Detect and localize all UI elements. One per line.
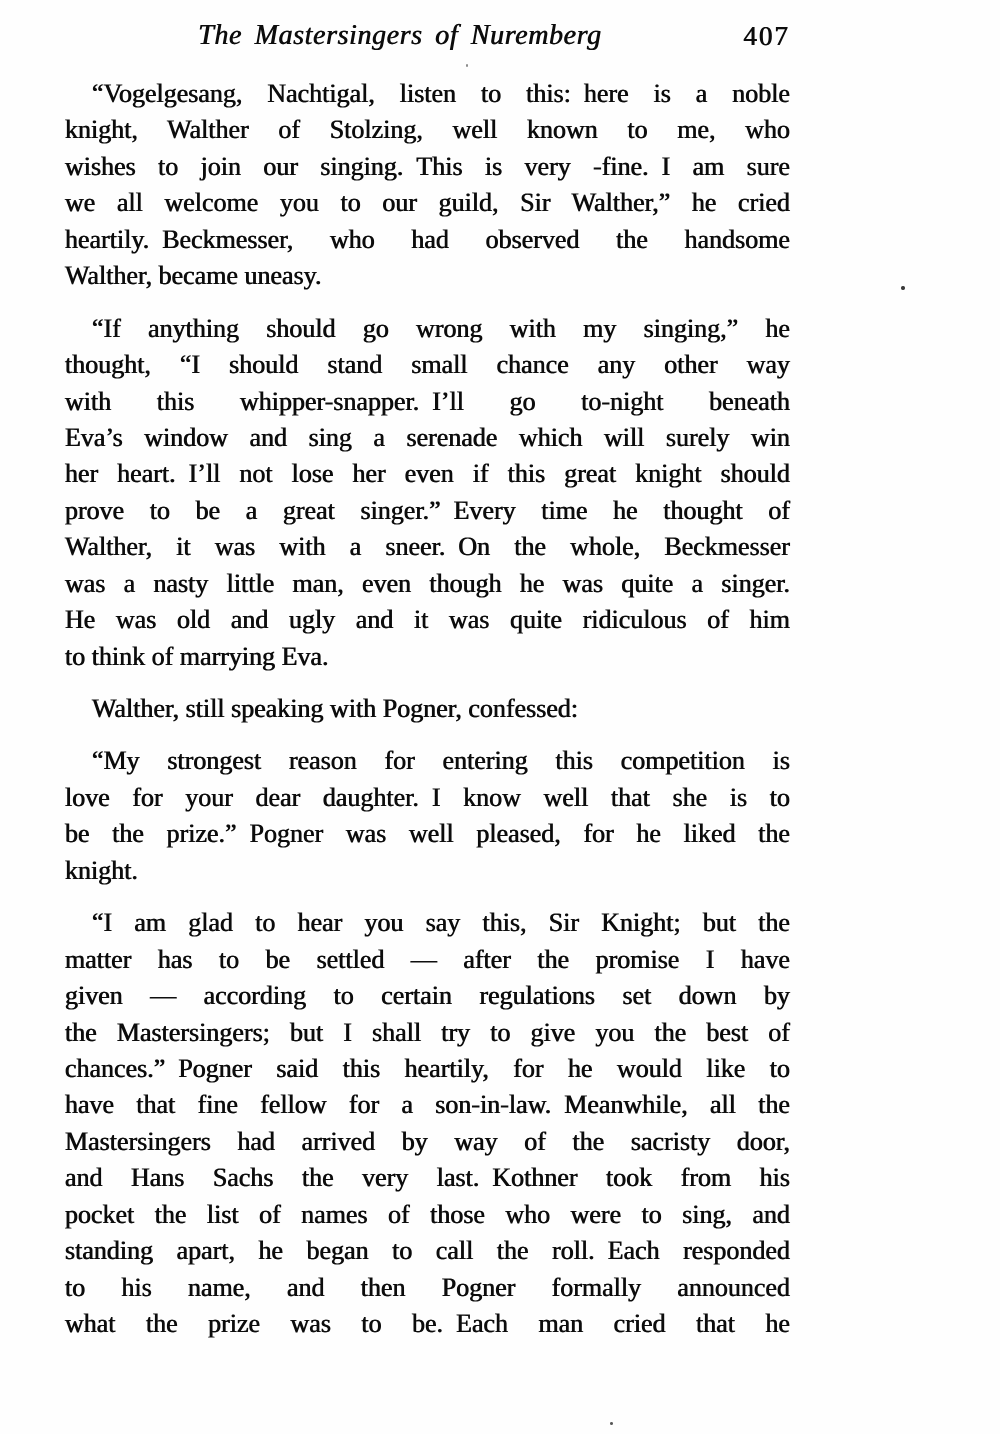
page-title: The Mastersingers of Nuremberg bbox=[198, 20, 602, 51]
page-number: 407 bbox=[743, 21, 790, 51]
text-line: chances.” Pogner said this heartily, for he would like to bbox=[65, 1053, 790, 1083]
text-line: standing apart, he began to call the roll. Each responded bbox=[65, 1236, 790, 1266]
text-line: “If anything should go wrong with my singing,” he bbox=[92, 313, 790, 343]
text-line: was a nasty little man, even though he was quite a singer. bbox=[65, 568, 790, 598]
text-line: prove to be a great singer.” Every time he thought of bbox=[65, 495, 790, 525]
text-line: knight, Walther of Stolzing, well known to me, who bbox=[65, 115, 790, 145]
text-body bbox=[65, 76, 790, 1358]
text-line: have that fine fellow for a son-in-law. Meanwhile, all the bbox=[65, 1090, 790, 1120]
text-line: be the prize.” Pogner was well pleased, for he liked the bbox=[65, 819, 790, 849]
text-line: matter has to be settled — after the promise I have bbox=[65, 944, 790, 974]
text-line: “My strongest reason for entering this competition is bbox=[92, 746, 790, 776]
text-line: with this whipper-snapper. I’ll go to-night beneath bbox=[65, 386, 790, 416]
text-line: Walther, still speaking with Pogner, confessed: bbox=[92, 694, 579, 723]
text-line: what the prize was to be. Each man cried that he bbox=[65, 1309, 790, 1338]
ink-speck bbox=[610, 1422, 613, 1425]
text-line: wishes to join our singing. This is very -fine. I am sure bbox=[65, 151, 790, 181]
text-line: her heart. I’ll not lose her even if this great knight should bbox=[65, 459, 790, 489]
ink-speck bbox=[466, 64, 468, 67]
text-line: Eva’s window and sing a serenade which will surely win bbox=[65, 422, 790, 452]
text-line: we all welcome you to our guild, Sir Walther,” he cried bbox=[65, 188, 790, 218]
text-line: to think of marrying Eva. bbox=[65, 641, 329, 671]
text-line: Walther, it was with a sneer. On the whole, Beckmesser bbox=[65, 532, 790, 562]
text-line: love for your dear daughter. I know well that she is to bbox=[65, 782, 790, 812]
text-line: to his name, and then Pogner formally announced bbox=[65, 1272, 790, 1302]
running-header bbox=[65, 20, 790, 56]
text-line: and Hans Sachs the very last. Kothner took from his bbox=[65, 1163, 790, 1193]
text-line: the Mastersingers; but I shall try to give you the best of bbox=[65, 1017, 790, 1047]
text-line: pocket the list of names of those who were to sing, and bbox=[65, 1199, 790, 1229]
text-line: knight. bbox=[65, 855, 138, 885]
text-line: Walther, became uneasy. bbox=[65, 261, 322, 291]
ink-speck bbox=[901, 286, 905, 290]
text-line: thought, “I should stand small chance any other way bbox=[65, 350, 790, 380]
text-line: “I am glad to hear you say this, Sir Knight; but the bbox=[92, 908, 790, 938]
text-line: heartily. Beckmesser, who had observed the handsome bbox=[65, 224, 790, 254]
text-line: given — according to certain regulations set down by bbox=[65, 981, 790, 1011]
text-line: He was old and ugly and it was quite ridiculous of him bbox=[65, 605, 790, 635]
text-line: “Vogelgesang, Nachtigal, listen to this: here is a noble bbox=[92, 79, 790, 108]
text-line: Mastersingers had arrived by way of the sacristy door, bbox=[65, 1126, 790, 1156]
